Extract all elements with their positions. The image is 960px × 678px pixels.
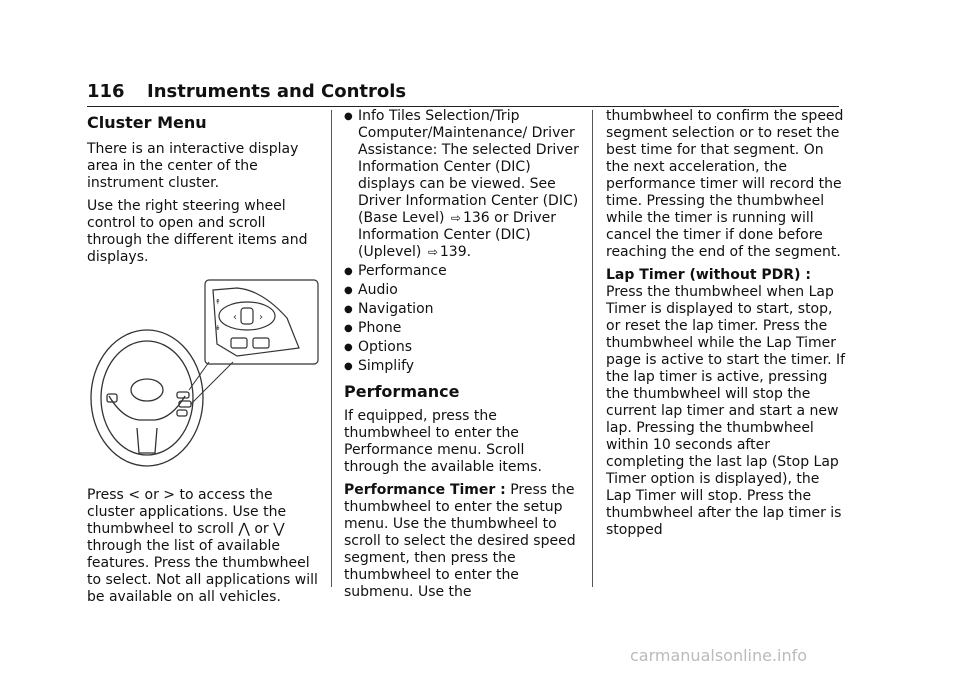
column-1 [87,108,320,612]
list-item: ● Navigation [344,301,580,318]
steering-wheel-icon [91,330,203,466]
list-item: ● Phone [344,320,580,337]
page-reference-icon: ⇨ [427,245,438,259]
paragraph: There is an interactive display area in the center of the instrument cluster. [87,141,299,191]
page-number: 116 [87,81,125,102]
svg-text:↡: ↡ [215,324,221,332]
svg-text:‹: ‹ [233,312,237,323]
page-reference-icon: ⇨ [450,211,461,225]
paragraph: thumbwheel to confirm the speed segment selection or to reset the best time for that segment. On the next acceleration, the performance timer will record the time. Pressing the thumbwheel while the timer is running will cancel the timer if done before reaching the end of the segment. [606,108,844,260]
column-3 [606,108,846,545]
term-label: Lap Timer (without PDR) : [606,267,811,283]
list-item: ● Info Tiles Selection/Trip Computer/Maintenance/ Driver Assistance: The selected Driver Information Center (DIC) displays can be viewed. See Driver Information Center (DIC) (Base Level) ⇨ 136 or Driver Information Center (DIC) (Uplevel) ⇨ 139. [344,108,580,261]
steering-control-zoom [205,280,318,364]
list-item: ● Audio [344,282,580,299]
page-title: Instruments and Controls [147,81,407,102]
paragraph: If equipped, press the thumbwheel to enter the Performance menu. Scroll through the available items. [344,408,542,475]
paragraph: Performance Timer : Press the thumbwheel to enter the setup menu. Use the thumbwheel to scroll to select the desired speed segment, then press the thumbwheel to enter the submenu. Use the [344,482,576,600]
list-item: ● Performance [344,263,580,280]
column-divider [592,110,593,587]
chevron-up-icon: ⋀ [238,521,250,537]
list-item: ● Simplify [344,358,580,375]
section-heading-performance: Performance [344,382,460,401]
paragraph: Press < or > to access the cluster applications. Use the thumbwheel to scroll ⋀ or ⋁ through the list of available features. Press the thumbwheel to select. Not all applications will be available on all vehicles. [87,487,318,605]
menu-item-list [344,108,580,375]
chevron-left-icon: < [128,487,141,503]
page-header [87,78,839,107]
section-heading-cluster-menu: Cluster Menu [87,113,207,132]
column-2 [344,108,580,607]
page-reference[interactable]: 136 [462,210,490,226]
watermark: carmanualsonline.info [630,646,808,665]
svg-text:↟: ↟ [215,298,221,306]
svg-text:›: › [259,312,263,323]
chevron-right-icon: > [163,487,176,503]
list-item: ● Options [344,339,580,356]
paragraph: Lap Timer (without PDR) : Press the thumbwheel when Lap Timer is displayed to start, stop, or reset the lap timer. Press the thumbwheel while the Lap Timer page is active to start the timer. If the lap timer is active, pressing the thumbwheel will stop the current lap timer and start a new lap. Pressing the thumbwheel within 10 seconds after completing the last lap (Stop Lap Timer option is displayed), the Lap Timer will stop. Press the thumbwheel after the lap timer is stopped [606,267,846,538]
steering-wheel-illustration [87,278,320,474]
column-divider [331,110,332,587]
page-reference[interactable]: 139. [439,244,472,260]
chevron-down-icon: ⋁ [273,521,285,537]
term-label: Performance Timer : [344,482,506,498]
paragraph: Use the right steering wheel control to open and scroll through the different items and displays. [87,198,308,265]
